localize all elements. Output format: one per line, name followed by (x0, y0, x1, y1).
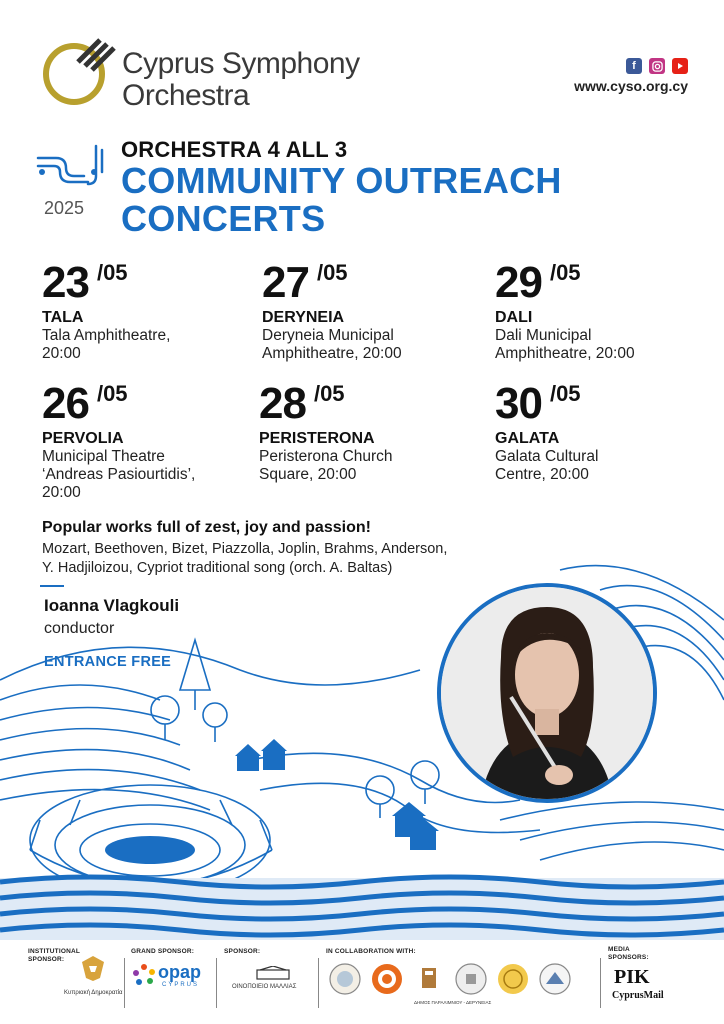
orchestra-name (122, 48, 360, 112)
concert-tala (42, 260, 272, 363)
concert-date (42, 260, 272, 306)
sponsor-label: SPONSOR: (224, 948, 261, 955)
winery-logo-icon (256, 966, 290, 980)
concert-venue-line2: Amphitheatre, 20:00 (495, 345, 635, 362)
concert-date (259, 381, 489, 427)
concert-galata (495, 381, 724, 484)
concert-venue-line2: ‘Andreas Pasiourtidis’, (42, 466, 196, 483)
conductor-name: Ioanna Vlagkouli (44, 596, 180, 615)
concert-place: DALI (495, 309, 533, 326)
municipality-seal-icon (328, 962, 362, 996)
concert-venue-line2: 20:00 (42, 345, 81, 362)
concert-month: /05 (96, 260, 128, 285)
dance-group-logo-icon (370, 962, 404, 996)
concert-date (262, 260, 492, 306)
concert-day: 27 (262, 258, 309, 307)
concert-day: 23 (42, 258, 89, 307)
media-label-line1: MEDIA (608, 946, 630, 953)
sponsor-divider (318, 958, 319, 1008)
concert-date (42, 381, 272, 427)
program-tagline: Popular works full of zest, joy and passion! (42, 519, 371, 536)
instagram-icon[interactable] (649, 58, 665, 74)
concert-dali (495, 260, 724, 363)
concert-date (495, 260, 724, 306)
concert-pervolia (42, 381, 272, 502)
concert-place: PERISTERONA (259, 430, 375, 447)
concert-venue-line1: Municipal Theatre (42, 448, 165, 465)
cyprus-emblem-icon (80, 954, 106, 982)
concert-month: /05 (549, 381, 581, 406)
sponsor-name: ΟΙΝΟΠΟΙΕΙΟ ΜΑΛΛΙΑΣ (232, 984, 297, 990)
grand-sponsor-label: GRAND SPONSOR: (131, 948, 195, 955)
cultural-centre-seal-icon (538, 962, 572, 996)
conductor-role: conductor (44, 620, 115, 637)
social-links (626, 58, 688, 74)
series-title-line1: COMMUNITY OUTREACH (121, 160, 562, 201)
orchestra-name-line1: Cyprus Symphony (122, 47, 360, 80)
concert-peristerona (259, 381, 489, 484)
series-logo-icon (36, 142, 106, 188)
concert-venue-line1: Deryneia Municipal (262, 327, 394, 344)
grand-sponsor-sub: CYPRUS (162, 982, 200, 988)
orchestra-logo-icon (40, 30, 120, 110)
concert-month: /05 (316, 260, 348, 285)
concert-place: GALATA (495, 430, 560, 447)
concert-venue-line1: Peristerona Church (259, 448, 393, 465)
concert-month: /05 (313, 381, 345, 406)
concert-venue-line1: Tala Amphitheatre, (42, 327, 171, 344)
concert-day: 26 (42, 379, 89, 428)
concert-month: /05 (549, 260, 581, 285)
institutional-sponsor-label (28, 948, 80, 964)
golden-seal-icon (496, 962, 530, 996)
concert-place: DERYNEIA (262, 309, 345, 326)
concert-day: 30 (495, 379, 542, 428)
concert-venue-line2: Centre, 20:00 (495, 466, 589, 483)
concert-venue-line3: 20:00 (42, 484, 81, 501)
entrance-free-label: ENTRANCE FREE (44, 654, 172, 670)
series-title-line2: CONCERTS (121, 198, 326, 239)
sponsor-divider (216, 958, 217, 1008)
concert-place: TALA (42, 309, 84, 326)
concert-day: 29 (495, 258, 542, 307)
media-label-line2: SPONSORS: (608, 954, 649, 961)
concert-day: 28 (259, 379, 306, 428)
media-sponsor-rik: ΡΙΚ (614, 966, 650, 988)
media-sponsor-cyprusmail: CyprusMail (612, 990, 664, 1001)
concert-venue-line1: Galata Cultural (495, 448, 599, 465)
collaboration-logos (328, 962, 572, 996)
conductor-portrait-icon (441, 587, 653, 799)
institutional-sponsor-name: Κυπριακή Δημοκρατία (64, 990, 123, 996)
series-year: 2025 (44, 198, 85, 218)
concert-venue-line2: Square, 20:00 (259, 466, 357, 483)
series-title (121, 162, 621, 238)
institutional-label-line1: INSTITUTIONAL (28, 948, 81, 955)
media-sponsor-label (608, 946, 649, 962)
conductor-photo (437, 583, 657, 803)
composers-line2: Y. Hadjiloizou, Cypriot traditional song (orch. A. Baltas) (42, 560, 393, 576)
composers-line1: Mozart, Beethoven, Bizet, Piazzolla, Joplin, Brahms, Anderson, (42, 541, 448, 557)
paralimni-deryneia-logo-icon (412, 962, 446, 996)
grand-sponsor-name: opap (158, 962, 201, 982)
sponsor-divider (600, 958, 601, 1008)
concert-place: PERVOLIA (42, 430, 124, 447)
concert-venue-line2: Amphitheatre, 20:00 (262, 345, 402, 362)
concert-month: /05 (96, 381, 128, 406)
concert-venue-line1: Dali Municipal (495, 327, 592, 344)
youtube-icon[interactable] (672, 58, 688, 74)
collaboration-note: ΔΗΜΟΣ ΠΑΡΑΛΙΜΝΙΟΥ - ΔΕΡΥΝΕΙΑΣ (414, 1000, 492, 1005)
collaboration-label: IN COLLABORATION WITH: (326, 948, 416, 955)
series-subtitle: ORCHESTRA 4 ALL 3 (121, 137, 348, 162)
institutional-label-line2: SPONSOR: (28, 956, 65, 963)
opap-logo-icon (131, 962, 157, 988)
sponsor-divider (124, 958, 125, 1008)
concert-date (495, 381, 724, 427)
facebook-icon[interactable]: f (626, 58, 642, 74)
church-seal-icon (454, 962, 488, 996)
website-link[interactable]: www.cyso.org.cy (574, 78, 688, 94)
orchestra-name-line2: Orchestra (122, 79, 250, 112)
concert-deryneia (262, 260, 492, 363)
